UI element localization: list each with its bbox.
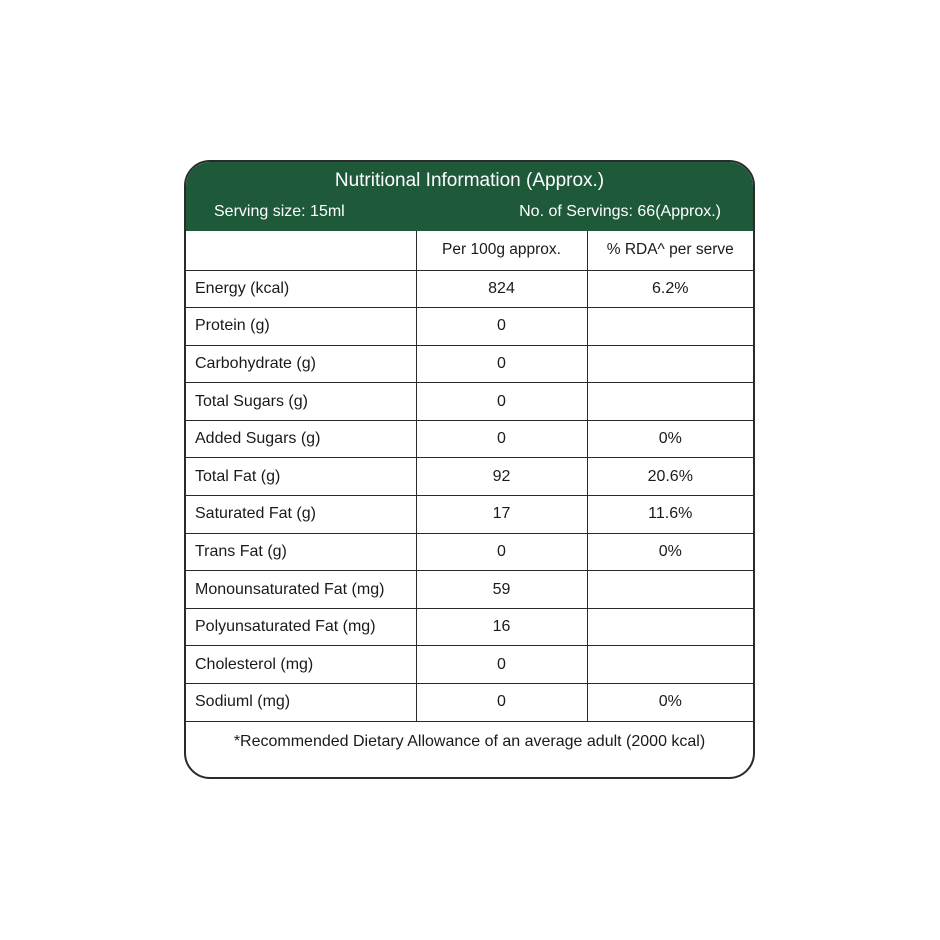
column-header xyxy=(186,231,416,270)
rda-value xyxy=(587,383,753,421)
rda-value: 0% xyxy=(587,684,753,722)
table-row xyxy=(186,308,753,346)
table-row xyxy=(186,646,753,684)
nutrient-name: Monounsaturated Fat (mg) xyxy=(186,571,416,609)
per-100g-value: 92 xyxy=(416,458,587,496)
table-row xyxy=(186,533,753,571)
per-100g-value: 0 xyxy=(416,383,587,421)
rda-value xyxy=(587,646,753,684)
rda-value xyxy=(587,571,753,609)
table-row xyxy=(186,420,753,458)
nutrient-name: Total Fat (g) xyxy=(186,458,416,496)
table-row xyxy=(186,571,753,609)
per-100g-value: 0 xyxy=(416,684,587,722)
table-row xyxy=(186,270,753,308)
table-row xyxy=(186,684,753,722)
rda-value xyxy=(587,308,753,346)
nutrient-name: Carbohydrate (g) xyxy=(186,345,416,383)
per-100g-value: 59 xyxy=(416,571,587,609)
nutrient-name: Energy (kcal) xyxy=(186,270,416,308)
rda-footnote: *Recommended Dietary Allowance of an average adult (2000 kcal) xyxy=(233,732,706,750)
nutrient-name: Polyunsaturated Fat (mg) xyxy=(186,608,416,646)
table-row xyxy=(186,458,753,496)
table-row xyxy=(186,496,753,534)
nutrient-name: Protein (g) xyxy=(186,308,416,346)
rda-value xyxy=(587,345,753,383)
nutrition-table xyxy=(186,231,753,722)
nutrient-name: Cholesterol (mg) xyxy=(186,646,416,684)
column-header: % RDA^ per serve xyxy=(587,231,753,270)
nutrient-name: Trans Fat (g) xyxy=(186,533,416,571)
nutrition-label xyxy=(184,160,755,779)
per-100g-value: 0 xyxy=(416,420,587,458)
rda-value xyxy=(587,608,753,646)
nutrient-name: Saturated Fat (g) xyxy=(186,496,416,534)
label-title: Nutritional Information (Approx.) xyxy=(334,170,605,191)
rda-value: 0% xyxy=(587,420,753,458)
label-header xyxy=(186,162,753,231)
table-row xyxy=(186,345,753,383)
nutrient-name: Sodiuml (mg) xyxy=(186,684,416,722)
table-header-row xyxy=(186,231,753,270)
per-100g-value: 0 xyxy=(416,533,587,571)
rda-value: 20.6% xyxy=(587,458,753,496)
per-100g-value: 0 xyxy=(416,308,587,346)
column-header: Per 100g approx. xyxy=(416,231,587,270)
servings-count: No. of Servings: 66(Approx.) xyxy=(519,203,721,220)
table-row xyxy=(186,608,753,646)
rda-value: 0% xyxy=(587,533,753,571)
rda-value: 6.2% xyxy=(587,270,753,308)
table-row xyxy=(186,383,753,421)
rda-value: 11.6% xyxy=(587,496,753,534)
nutrient-name: Added Sugars (g) xyxy=(186,420,416,458)
per-100g-value: 16 xyxy=(416,608,587,646)
per-100g-value: 824 xyxy=(416,270,587,308)
per-100g-value: 17 xyxy=(416,496,587,534)
nutrient-name: Total Sugars (g) xyxy=(186,383,416,421)
per-100g-value: 0 xyxy=(416,646,587,684)
per-100g-value: 0 xyxy=(416,345,587,383)
serving-size: Serving size: 15ml xyxy=(214,203,345,220)
